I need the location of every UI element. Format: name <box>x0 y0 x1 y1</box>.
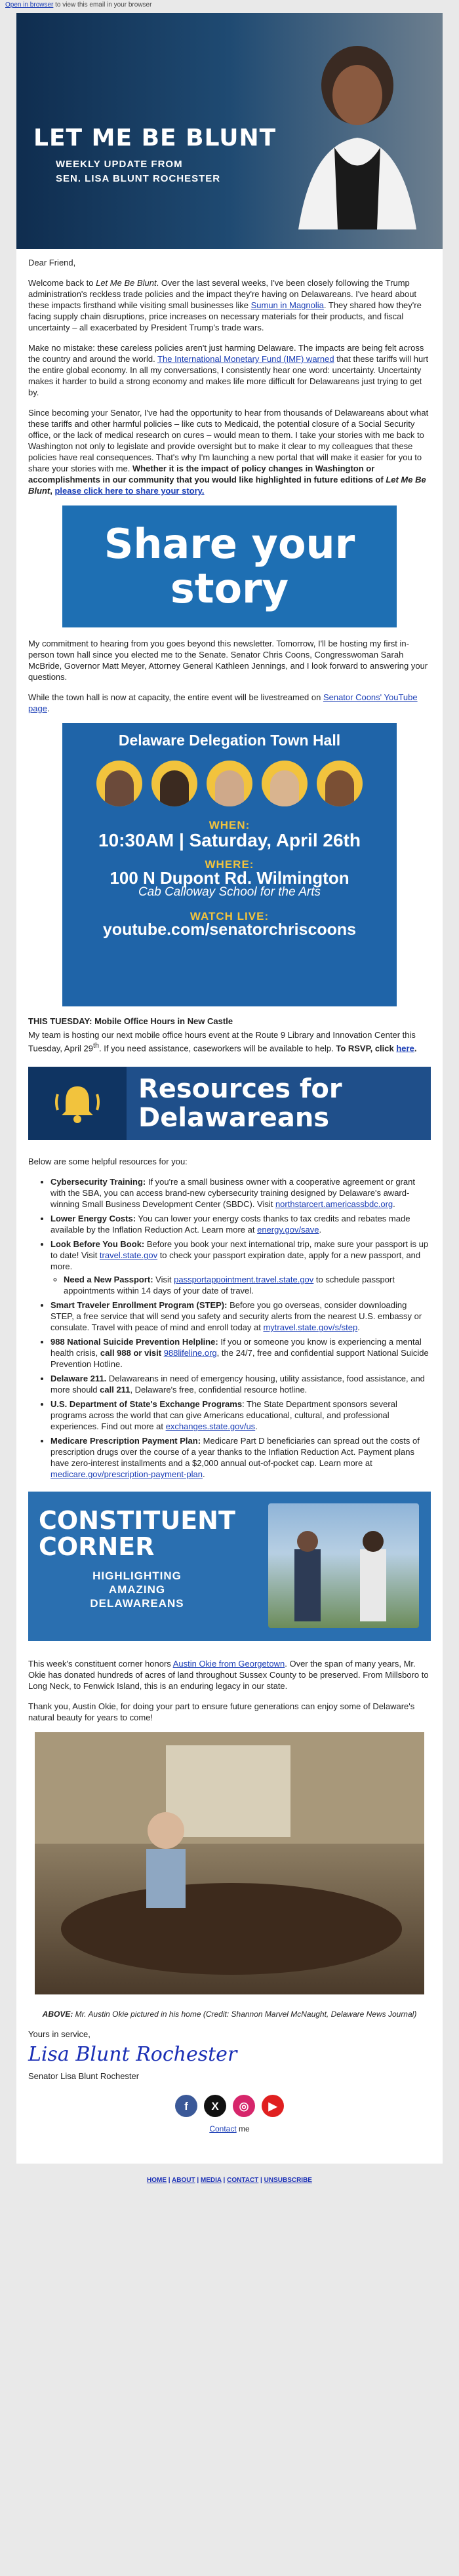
list-item: • Smart Traveler Enrollment Program (STEP): Before you go overseas, consider downloading STEP, a free service that will send you safety and security alerts from the nearest U.S. embassy or consulate. Travel with peace of mind and enroll today at mytravel.state.gov/s/step. <box>50 1299 431 1333</box>
resource-link[interactable]: travel.state.gov <box>99 1250 158 1261</box>
footer-media-link[interactable]: MEDIA <box>200 2177 222 2185</box>
resources-list <box>28 1176 431 1480</box>
where-value: 100 N Dupont Rd. Wilmington <box>110 868 349 888</box>
hero-banner <box>16 13 443 249</box>
constituent-corner-banner <box>28 1492 431 1641</box>
footer-nav: HOME | ABOUT | MEDIA | CONTACT | UNSUBSCRIBE <box>147 2177 312 2185</box>
corner-photo <box>268 1503 419 1628</box>
x-icon[interactable]: X <box>204 2095 226 2117</box>
footer-unsubscribe-link[interactable]: UNSUBSCRIBE <box>264 2177 312 2185</box>
corner-sub-3: DELAWAREANS <box>90 1597 184 1610</box>
rsvp-link[interactable]: here <box>396 1043 414 1054</box>
office-hours-heading: THIS TUESDAY: Mobile Office Hours in New Castle <box>28 1016 233 1026</box>
when-label: WHEN: <box>209 819 250 831</box>
imf-link[interactable]: The International Monetary Fund (IMF) warned <box>157 354 334 364</box>
list-item: • Look Before You Book: Before you book your next international trip, make sure your passport is up to date! Visit travel.state.gov to check your passport expiration date, apply for a new passport, and more. ◦ Need a New Passport: Visit passportappointment.travel.state.gov to schedule passport appointments within 14 days of your date of travel. <box>50 1238 431 1296</box>
resource-link[interactable]: mytravel.state.gov/s/step <box>263 1322 358 1333</box>
contact-link[interactable]: Contact <box>209 2124 237 2134</box>
townhall-title: Delaware Delegation Town Hall <box>118 732 341 749</box>
share-your-story-banner[interactable]: Share your story <box>62 505 397 627</box>
resource-link[interactable]: northstarcert.americassbdc.org <box>275 1199 393 1210</box>
bell-icon <box>28 1067 127 1140</box>
portrait-avatar <box>207 761 252 806</box>
list-item: ◦ Need a New Passport: Visit passportappointment.travel.state.gov to schedule passport appointments within 14 days of your date of travel. <box>64 1274 431 1296</box>
watch-label: WATCH LIVE: <box>190 910 269 922</box>
paragraph-office-hours: My team is hosting our next mobile office hours event at the Route 9 Library and Innovation Center this Tuesday, April 29th. If you need assistance, caseworkers will be available to help. To RSVP, click here. <box>28 1030 417 1054</box>
corner-sub-1: HIGHLIGHTING <box>92 1570 182 1583</box>
when-value: 10:30AM | Saturday, April 26th <box>98 830 361 850</box>
resource-link[interactable]: exchanges.state.gov/us <box>165 1421 256 1432</box>
list-item: • Lower Energy Costs: You can lower your energy costs thanks to tax credits and rebates made available by the Inflation Reduction Act. Learn more at energy.gov/save. <box>50 1213 431 1235</box>
list-item: • 988 National Suicide Prevention Helpline: If you or someone you know is experiencing a mental health crisis, call 988 or visit 988lifeline.org, the 24/7, free and confidential support National Suicide Prevention Hotline. <box>50 1336 431 1370</box>
sign-name: Senator Lisa Blunt Rochester <box>28 2071 140 2082</box>
contact-line: Contact me <box>209 2124 250 2134</box>
hero-subtitle-2: SEN. LISA BLUNT ROCHESTER <box>56 173 221 184</box>
preheader <box>0 0 459 10</box>
resource-link[interactable]: energy.gov/save <box>257 1225 319 1235</box>
paragraph-thanks: Thank you, Austin Okie, for doing your part to ensure future generations can enjoy some of Delaware's natural beauty for years to come! <box>28 1701 415 1723</box>
paragraph-intro: Welcome back to Let Me Be Blunt. Over the last several weeks, I've been closely following the Trump administration's reckless trade policies and the impact they're having on Delawareans. I've heard about these impacts firsthand while visiting small businesses like Sumun in Magnolia. They shared how they're facing supply chain disruptions, price increases on necessary materials for their products, and fiscal uncertainty – all exacerbated by President Trump's trade wars. <box>28 278 422 332</box>
youtube-icon[interactable]: ▶ <box>262 2095 284 2117</box>
photo-caption: ABOVE: Mr. Austin Okie pictured in his home (Credit: Shannon Marvel McNaught, Delaware News Journal) <box>42 2010 417 2019</box>
paragraph-stories: Since becoming your Senator, I've had the opportunity to hear from thousands of Delawareans about what these tariffs and other harmful policies – like cuts to Medicaid, the potential closure of a Social Security office, or the lack of medical research on cures – would mean to them. I take your stories with me back to Washington not only to legislate and provide oversight but to make it clear to my colleagues that these policies have real consequences. That's why I'm launching a new portal that will make it easier for you to share your stories with me. Whether it is the impact of policy changes in Washington or accomplishments in our community that you would like highlighted in future editions of Let Me Be Blunt, please click here to share your story. <box>28 408 429 496</box>
list-item: • Delaware 211. Delawareans in need of emergency housing, utility assistance, food assistance, and more should call 211, Delaware's free, confidential resource hotline. <box>50 1373 431 1395</box>
hero-title: LET ME BE BLUNT <box>33 125 277 151</box>
facebook-icon[interactable]: f <box>175 2095 197 2117</box>
portrait-avatar <box>262 761 308 806</box>
footer-about-link[interactable]: ABOUT <box>172 2177 195 2185</box>
list-item: • U.S. Department of State's Exchange Programs: The State Department sponsors several programs across the world that can give Americans educational, cultural, and professional experiences. Find out more at exchanges.state.gov/us. <box>50 1398 431 1432</box>
portrait-avatar <box>96 761 142 806</box>
okie-photo <box>35 1732 424 1994</box>
senator-portrait <box>285 33 416 229</box>
list-item: • Medicare Prescription Payment Plan: Medicare Part D beneficiaries can spread out the costs of prescription drugs over the course of a year thanks to the Inflation Reduction Act. Payment plans have zero-interest installments and a $2,000 annual out-of-pocket cap. Learn more at medicare.gov/prescription-payment-plan. <box>50 1435 431 1480</box>
venue: Cab Calloway School for the Arts <box>138 885 321 899</box>
corner-title-1: CONSTITUENT <box>39 1506 235 1536</box>
preheader-text: to view this email in your browser <box>55 1 152 9</box>
sumun-link[interactable]: Sumun in Magnolia <box>250 300 324 310</box>
instagram-icon[interactable]: ◎ <box>233 2095 255 2117</box>
hero-subtitle-1: WEEKLY UPDATE FROM <box>56 159 183 170</box>
resources-banner <box>28 1067 431 1140</box>
signature: Lisa Blunt Rochester <box>28 2043 237 2067</box>
footer-home-link[interactable]: HOME <box>147 2177 167 2185</box>
portrait-avatar <box>317 761 363 806</box>
resources-title-1: Resources for <box>138 1074 342 1105</box>
resource-link[interactable]: medicare.gov/prescription-payment-plan <box>50 1469 203 1480</box>
where-label: WHERE: <box>205 858 254 871</box>
footer-contact-link[interactable]: CONTACT <box>227 2177 259 2185</box>
paragraph-livestream: While the town hall is now at capacity, the entire event will be livestreamed on Senator Coons' YouTube page. <box>28 692 418 713</box>
paragraph-okie: This week's constituent corner honors Austin Okie from Georgetown. Over the span of many years, Mr. Okie has donated hundreds of acres of land throughout Sussex County to be preserved. From Millsboro to Long Neck, to Fenwick Island, this is an enduring legacy in our state. <box>28 1659 429 1692</box>
resources-title-2: Delawareans <box>138 1103 330 1134</box>
paragraph-townhall: My commitment to hearing from you goes beyond this newsletter. Tomorrow, I'll be hosting my first in-person town hall since you elected me to the Senate. Senator Chris Coons, Congresswoman Sarah McBride, Governor Matt Meyer, Attorney General Kathleen Jennings, and I look forward to answering your questions. <box>28 639 428 682</box>
paragraph-impacts: Make no mistake: these careless policies aren't just harming Delaware. The impacts are being felt across the country and around the world. The International Monetary Fund (IMF) warned that these tariffs will hurt the entire global economy. In all my conversations, I consistently hear one word: uncertainty. Uncertainty makes it harder to build a strong economy and makes life more difficult for Delawareans just trying to get by. <box>28 343 429 397</box>
townhall-graphic <box>62 723 397 1006</box>
corner-sub-2: AMAZING <box>108 1583 166 1596</box>
email-body <box>16 13 443 2164</box>
okie-link[interactable]: Austin Okie from Georgetown <box>172 1659 285 1669</box>
portrait-avatar <box>151 761 197 806</box>
corner-title-2: CORNER <box>39 1532 155 1562</box>
coons-youtube-link[interactable]: Senator Coons' YouTube page <box>28 692 418 713</box>
watch-value: youtube.com/senatorchriscoons <box>102 921 357 939</box>
delegation-portraits <box>62 761 397 806</box>
resources-intro: Below are some helpful resources for you: <box>28 1157 188 1167</box>
greeting: Dear Friend, <box>28 258 76 268</box>
resource-link[interactable]: 988lifeline.org <box>163 1348 217 1358</box>
share-story-link[interactable]: please click here to share your story. <box>54 486 205 496</box>
social-links <box>28 2095 431 2117</box>
resource-link[interactable]: passportappointment.travel.state.gov <box>174 1275 314 1285</box>
open-in-browser-link[interactable]: Open in browser <box>5 1 54 9</box>
closing: Yours in service, <box>28 2029 90 2040</box>
list-item: • Cybersecurity Training: If you're a small business owner with a cooperative agreement or grant with the SBA, you can access brand-new cybersecurity training designed by Delaware's award-winning Small Business Development Center (SBDC). Visit northstarcert.americassbdc.org. <box>50 1176 431 1210</box>
